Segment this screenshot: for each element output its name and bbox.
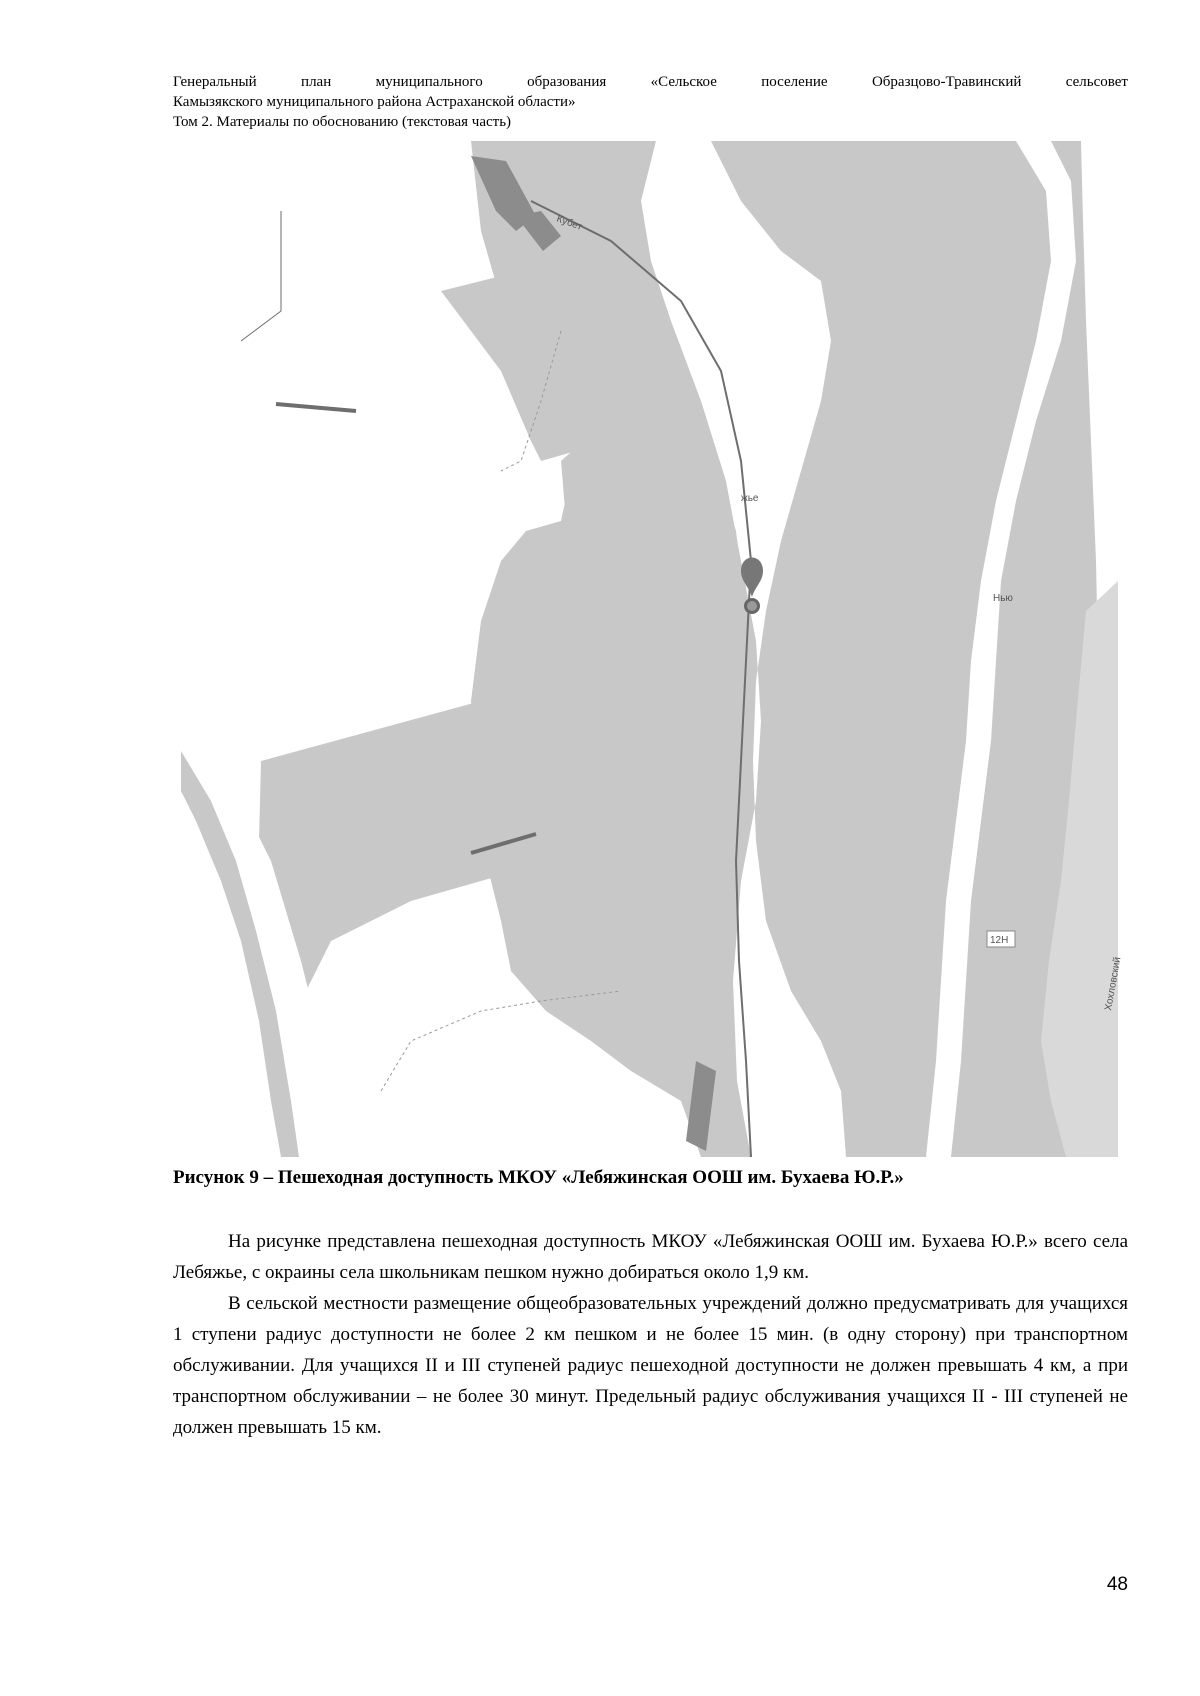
map-label-village-top: жье [741, 493, 759, 504]
map-label-road-top: Кубет [554, 213, 584, 233]
paragraph-1: На рисунке представлена пешеходная доступность МКОУ «Лебяжинская ООШ им. Бухаева Ю.Р.» всего села Лебяжье, с окраины села школьникам пешком нужно добираться около 1,9 км. [173, 1231, 1128, 1283]
map-label-street-right: Хохловский [1103, 956, 1124, 1012]
map-route-badge: 12Н [990, 935, 1009, 946]
header-line-2: Камызякского муниципального района Астраханской области» [173, 94, 576, 110]
body-text [173, 1226, 1128, 1443]
map-figure [181, 141, 1124, 1157]
school-marker-icon [744, 598, 760, 614]
map-label-village-right: Нью [993, 593, 1013, 604]
paragraph-2: В сельской местности размещение общеобразовательных учреждений должно предусматривать для учащихся 1 ступени радиус доступности не более 2 км пешком и не более 15 мин. (в одну сторону) при транспортном обслуживании. Для учащихся II и III ступеней радиус пешеходной доступности не должен превышать 4 км, а при транспортном обслуживании – не более 30 минут. Предельный радиус обслуживания учащихся II - III ступеней не должен превышать 15 км. [173, 1293, 1128, 1438]
figure-caption: Рисунок 9 – Пешеходная доступность МКОУ «Лебяжинская ООШ им. Бухаева Ю.Р.» [173, 1167, 904, 1188]
header-line-1: Генеральный план муниципального образования «Сельское поселение Образцово-Травинский сельсовет [173, 74, 1128, 90]
page-number: 48 [1106, 1574, 1128, 1595]
map-svg [181, 141, 1124, 1157]
document-header [173, 72, 1128, 132]
header-line-3: Том 2. Материалы по обоснованию (текстовая часть) [173, 114, 512, 130]
